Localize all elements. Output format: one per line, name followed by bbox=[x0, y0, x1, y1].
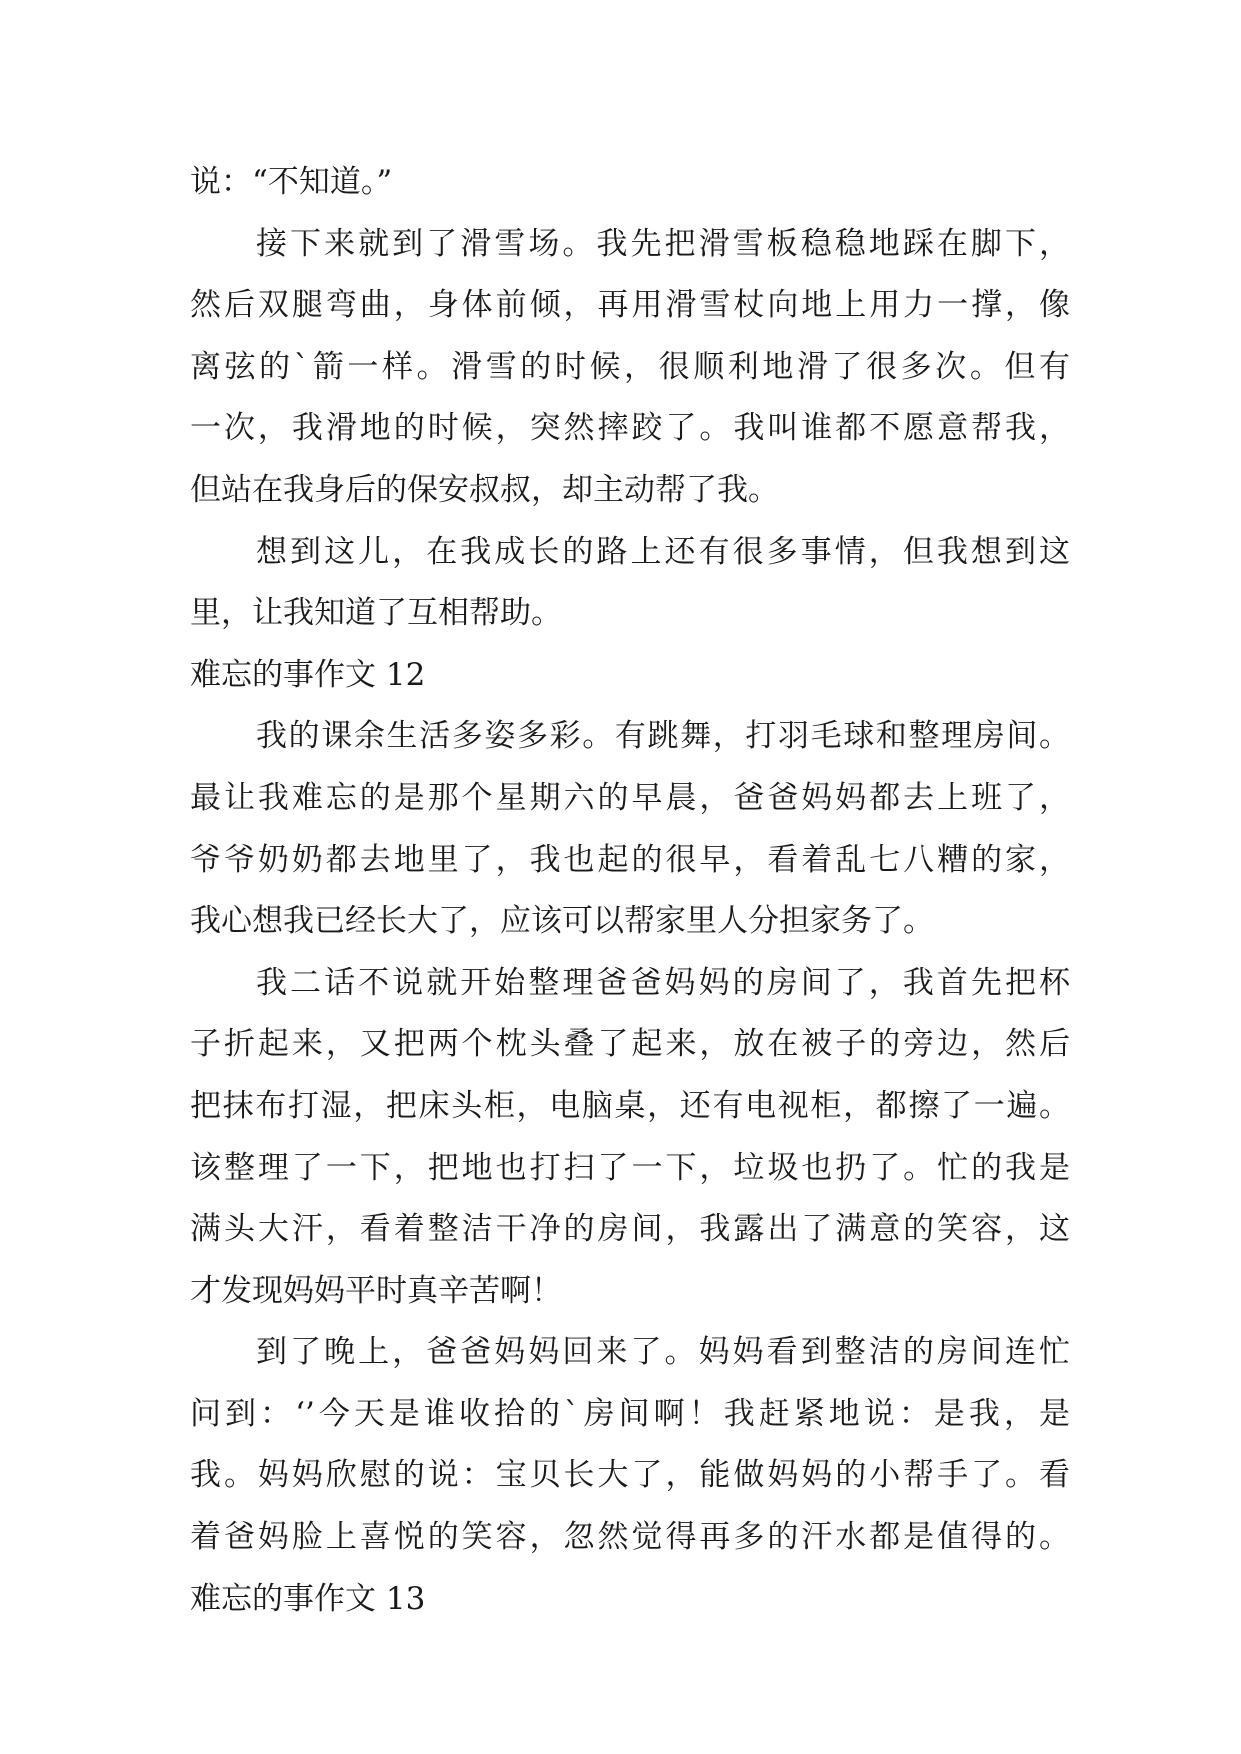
paragraph-start-line: 接下来就到了滑雪场。我先把滑雪板稳稳地踩在脚下， bbox=[256, 225, 1070, 262]
text-line: 然后双腿弯曲，身体前倾，再用滑雪杖向地上用力一撑，像 bbox=[190, 287, 1070, 324]
text-line: 一次，我滑地的时候，突然摔跤了。我叫谁都不愿意帮我， bbox=[190, 410, 1070, 447]
document-body bbox=[190, 152, 1070, 1630]
text-line: 我。妈妈欣慰的说：宝贝长大了，能做妈妈的小帮手了。看 bbox=[190, 1457, 1070, 1494]
paragraph-start-line: 我的课余生活多姿多彩。有跳舞，打羽毛球和整理房间。 bbox=[256, 718, 1070, 755]
text-line: 子折起来，又把两个枕头叠了起来，放在被子的旁边，然后 bbox=[190, 1026, 1070, 1063]
paragraph-start-line: 我二话不说就开始整理爸爸妈妈的房间了，我首先把杯 bbox=[256, 964, 1070, 1001]
text-line: 该整理了一下，把地也打扫了一下，垃圾也扔了。忙的我是 bbox=[190, 1149, 1070, 1186]
text-line: 但站在我身后的保安叔叔，却主动帮了我。 bbox=[190, 471, 779, 508]
essay-heading: 难忘的事作文 12 bbox=[190, 656, 426, 693]
text-line: 问到：‘’今天是谁收拾的`房间啊！我赶紧地说：是我，是 bbox=[190, 1395, 1070, 1432]
paragraph-start-line: 到了晚上，爸爸妈妈回来了。妈妈看到整洁的房间连忙 bbox=[256, 1334, 1070, 1371]
essay-heading: 难忘的事作文 13 bbox=[190, 1580, 426, 1617]
text-line: 说：“不知道。” bbox=[190, 164, 393, 200]
text-line: 才发现妈妈平时真辛苦啊！ bbox=[190, 1272, 562, 1309]
text-line: 里，让我知道了互相帮助。 bbox=[190, 595, 562, 632]
paragraph-start-line: 想到这儿，在我成长的路上还有很多事情，但我想到这 bbox=[256, 533, 1070, 570]
text-line: 离弦的`箭一样。滑雪的时候，很顺利地滑了很多次。但有 bbox=[190, 348, 1070, 385]
text-line: 我心想我已经长大了，应该可以帮家里人分担家务了。 bbox=[190, 903, 934, 940]
text-line: 满头大汗，看着整洁干净的房间，我露出了满意的笑容，这 bbox=[190, 1211, 1070, 1248]
text-line: 把抹布打湿，把床头柜，电脑桌，还有电视柜，都擦了一遍。 bbox=[190, 1087, 1070, 1124]
text-line: 着爸妈脸上喜悦的笑容，忽然觉得再多的汗水都是值得的。 bbox=[190, 1519, 1070, 1556]
text-line: 爷爷奶奶都去地里了，我也起的很早，看着乱七八糟的家， bbox=[190, 841, 1070, 878]
text-line: 最让我难忘的是那个星期六的早晨，爸爸妈妈都去上班了， bbox=[190, 779, 1070, 816]
